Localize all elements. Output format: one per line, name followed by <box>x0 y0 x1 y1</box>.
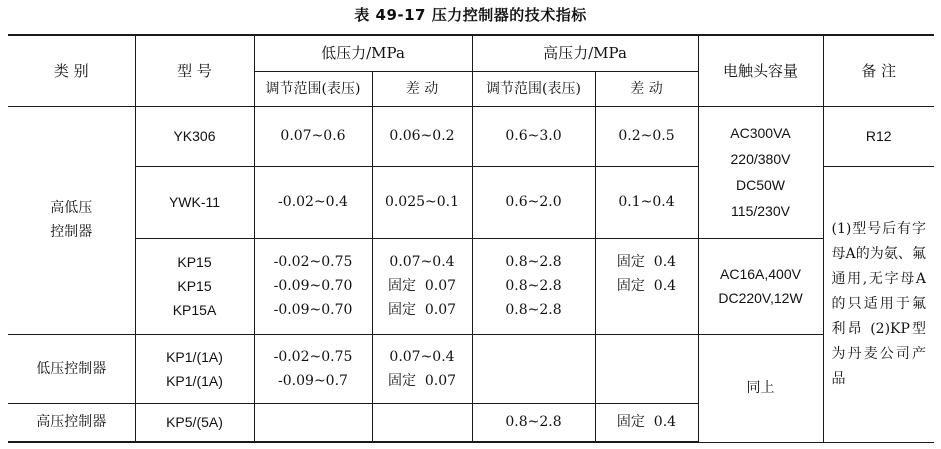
value-line <box>600 298 694 322</box>
value-line: 0.8~2.8 <box>505 254 562 270</box>
pressure-controller-spec-table <box>8 34 934 443</box>
header-high-adjust-range: 调节范围(表压) <box>472 71 595 106</box>
table-row <box>8 238 934 334</box>
low-diff-cell <box>372 238 472 334</box>
header-category: 类 别 <box>8 35 135 106</box>
model-cell: YWK-11 <box>135 166 254 238</box>
model-line: KP15 <box>177 254 212 270</box>
model-line: KP15A <box>172 302 217 318</box>
low-range-cell <box>254 334 372 403</box>
high-range-cell: 0.6~2.0 <box>472 166 595 238</box>
high-diff-cell: 0.2~0.5 <box>595 106 698 166</box>
value-line: 0.8~2.8 <box>505 278 562 294</box>
value-line: -0.09~0.7 <box>278 372 348 389</box>
header-low-pressure: 低压力/MPa <box>254 35 472 71</box>
value-line: 固定 0.07 <box>387 372 457 389</box>
capacity-line: AC16A,400V <box>720 266 801 282</box>
low-diff-cell: 0.06~0.2 <box>372 106 472 166</box>
model-line: KP1/(1A) <box>166 372 223 389</box>
empty-cell <box>595 334 698 403</box>
empty-cell <box>472 334 595 403</box>
high-range-cell: 0.8~2.8 <box>472 403 595 442</box>
value-line: -0.09~0.70 <box>273 278 353 294</box>
model-cell <box>135 238 254 334</box>
value-line: 0.8~2.8 <box>505 302 562 318</box>
header-high-differential: 差 动 <box>595 71 698 106</box>
capacity-same-cell: 同上 <box>698 334 823 442</box>
header-model: 型 号 <box>135 35 254 106</box>
category-high-low <box>8 106 135 334</box>
model-line: KP1/(1A) <box>166 348 223 365</box>
category-line: 高低压 <box>50 200 93 216</box>
capacity-cell <box>698 238 823 334</box>
header-low-differential: 差 动 <box>372 71 472 106</box>
category-low: 低压控制器 <box>8 334 135 403</box>
table-caption: 表 49-17 压力控制器的技术指标 <box>354 6 587 24</box>
high-range-cell: 0.6~3.0 <box>472 106 595 166</box>
model-cell: KP5/(5A) <box>135 403 254 442</box>
remark-notes: (1)型号后有字母A的为氨、氟通用,无字母A的只适用于氟利昂 (2)KP型为丹麦公司产品 <box>823 166 934 442</box>
capacity-line: DC220V,12W <box>718 290 803 306</box>
high-diff-cell <box>595 238 698 334</box>
low-range-cell <box>254 238 372 334</box>
header-high-pressure: 高压力/MPa <box>472 35 698 71</box>
value-line: 0.07~0.4 <box>389 254 455 270</box>
table-row <box>8 334 934 403</box>
value-line: 固定 0.4 <box>616 278 677 294</box>
capacity-cell <box>698 106 823 238</box>
model-line: KP15 <box>177 278 212 294</box>
value-line: 0.07~0.4 <box>389 348 455 365</box>
empty-cell <box>372 403 472 442</box>
low-diff-cell: 0.025~0.1 <box>372 166 472 238</box>
low-range-cell: 0.07~0.6 <box>254 106 372 166</box>
high-diff-cell: 固定 0.4 <box>595 403 698 442</box>
low-diff-cell <box>372 334 472 403</box>
table-row <box>8 106 934 166</box>
capacity-line: DC50W <box>735 177 785 193</box>
high-diff-cell: 0.1~0.4 <box>595 166 698 238</box>
category-high: 高压控制器 <box>8 403 135 442</box>
value-line: 固定 0.4 <box>616 254 677 270</box>
value-line: 固定 0.07 <box>387 278 457 294</box>
header-remarks: 备 注 <box>823 35 934 106</box>
capacity-line: 220/380V <box>730 151 791 167</box>
value-line: -0.02~0.75 <box>273 348 353 365</box>
high-range-cell <box>472 238 595 334</box>
model-cell: YK306 <box>135 106 254 166</box>
capacity-line: AC300VA <box>730 125 791 141</box>
value-line: 固定 0.07 <box>387 302 457 318</box>
header-contact-capacity: 电触头容量 <box>698 35 823 106</box>
capacity-line: 115/230V <box>731 203 790 219</box>
value-line: -0.02~0.75 <box>273 254 353 270</box>
remark-r12: R12 <box>823 106 934 166</box>
low-range-cell: -0.02~0.4 <box>254 166 372 238</box>
value-line: -0.09~0.70 <box>273 302 353 318</box>
category-line: 控制器 <box>50 224 93 240</box>
empty-cell <box>254 403 372 442</box>
header-low-adjust-range: 调节范围(表压) <box>254 71 372 106</box>
model-cell <box>135 334 254 403</box>
